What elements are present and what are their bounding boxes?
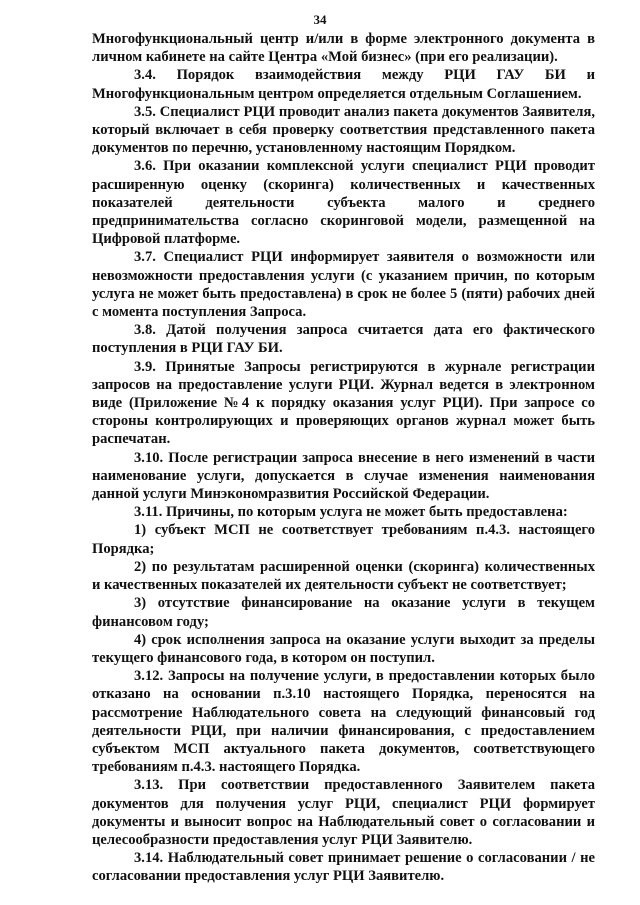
- document-body: [92, 30, 595, 886]
- paragraph-3-12: 3.12. Запросы на получение услуги, в предоставлении которых было отказано на основании п.3.10 настоящего Порядка, переносятся на рассмотрение Наблюдательного совета на следующий финансовый год деятельности РЦИ, при наличии финансирования, с предоставлением субъектом МСП актуального пакета документов, соответствующего требованиям п.4.3. настоящего Порядка.: [92, 668, 595, 776]
- list-item-3: 3) отсутствие финансирование на оказание услуги в текущем финансовом году;: [92, 595, 595, 630]
- paragraph-3-13: 3.13. При соответствии предоставленного Заявителем пакета документов для получения услуг РЦИ, специалист РЦИ формирует документы и выносит вопрос на Наблюдательный совет о согласовании и целесообразности предоставления услуг РЦИ Заявителю.: [92, 777, 595, 848]
- list-item-1: 1) субъект МСП не соответствует требованиям п.4.3. настоящего Порядка;: [92, 522, 595, 557]
- paragraph-3-8: 3.8. Датой получения запроса считается дата его фактического поступления в РЦИ ГАУ БИ.: [92, 322, 595, 357]
- list-item-4: 4) срок исполнения запроса на оказание услуги выходит за пределы текущего финансового года, в котором он поступил.: [92, 631, 595, 666]
- paragraph-3-9: 3.9. Принятые Запросы регистрируются в журнале регистрации запросов на предоставление услуги РЦИ. Журнал ведется в электронном виде (Приложение №4 к порядку оказания услуг РЦИ). При запросе со стороны контролирующих и проверяющих органов журнал может быть распечатан.: [92, 358, 595, 448]
- paragraph-3-11: 3.11. Причины, по которым услуга не может быть предоставлена:: [134, 504, 568, 521]
- page-number: 34: [313, 12, 327, 27]
- paragraph-3-5: 3.5. Специалист РЦИ проводит анализ пакета документов Заявителя, который включает в себя проверку соответствия представленного пакета документов по перечню, установленному настоящим Порядком.: [92, 103, 595, 157]
- paragraph-3-7: 3.7. Специалист РЦИ информирует заявителя о возможности или невозможности предоставления услуги (с указанием причин, по которым услуга не может быть предоставлена) в срок не более 5 (пяти) рабочих дней с момента поступления Запроса.: [92, 249, 595, 321]
- paragraph-3-10: 3.10. После регистрации запроса внесение в него изменений в части наименование услуги, допускается в случае изменения наименования данной услуги Минэкономразвития Российской Федерации.: [92, 449, 595, 503]
- paragraph-3-6: 3.6. При оказании комплексной услуги специалист РЦИ проводит расширенную оценку (скоринга) количественных и качественных показателей деятельности субъекта малого и среднего предпринимательства согласно скоринговой модели, размещенной на Цифровой платформе.: [92, 158, 595, 248]
- paragraph-3-14: 3.14. Наблюдательный совет принимает решение о согласовании / не согласовании предоставления услуг РЦИ Заявителю.: [92, 850, 595, 885]
- list-item-2: 2) по результатам расширенной оценки (скоринга) количественных и качественных показателей их деятельности субъект не соответствует;: [92, 558, 595, 594]
- paragraph-continuation: Многофункциональный центр и/или в форме электронного документа в личном кабинете на сайте Центра «Мой бизнес» (при его реализации).: [92, 31, 595, 66]
- paragraph-3-4: 3.4. Порядок взаимодействия между РЦИ ГАУ БИ и Многофункциональным центром определяется отдельным Соглашением.: [92, 67, 595, 102]
